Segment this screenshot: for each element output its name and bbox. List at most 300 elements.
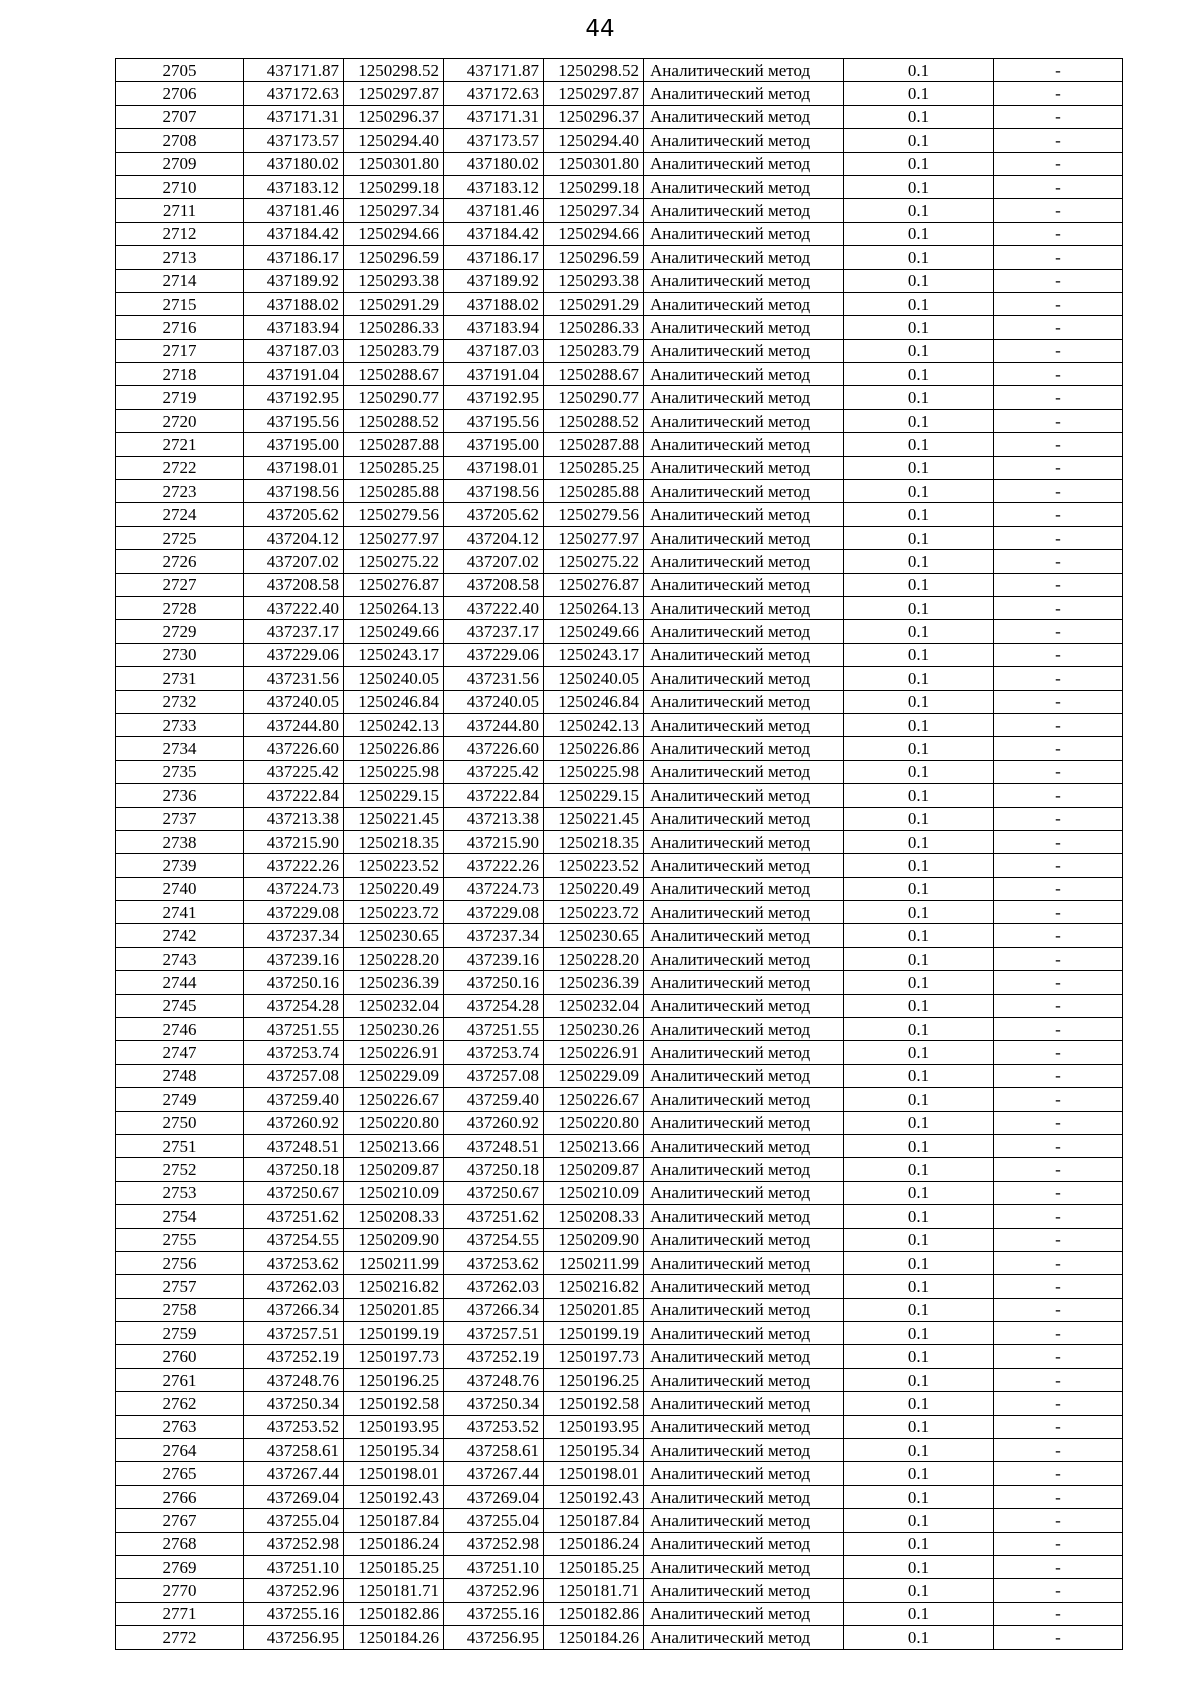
table-row [116,994,1123,1017]
cell-x-old: 437222.26 [244,854,344,877]
cell-note: - [994,1485,1123,1508]
cell-x-new: 437253.74 [444,1041,544,1064]
cell-x-new: 437244.80 [444,713,544,736]
table-row [116,339,1123,362]
cell-note: - [994,1345,1123,1368]
cell-y-old: 1250236.39 [344,971,444,994]
cell-point-number: 2766 [116,1485,244,1508]
cell-method: Аналитический метод [644,901,844,924]
cell-y-new: 1250223.72 [544,901,644,924]
cell-y-old: 1250226.91 [344,1041,444,1064]
cell-x-new: 437250.67 [444,1181,544,1204]
cell-accuracy: 0.1 [844,1228,994,1251]
cell-point-number: 2728 [116,596,244,619]
cell-accuracy: 0.1 [844,1322,994,1345]
cell-note: - [994,596,1123,619]
cell-x-old: 437259.40 [244,1088,344,1111]
cell-method: Аналитический метод [644,784,844,807]
cell-point-number: 2771 [116,1602,244,1625]
cell-y-new: 1250208.33 [544,1205,644,1228]
cell-y-new: 1250220.80 [544,1111,644,1134]
cell-method: Аналитический метод [644,1368,844,1391]
cell-x-new: 437198.56 [444,480,544,503]
cell-y-new: 1250264.13 [544,596,644,619]
cell-x-old: 437252.19 [244,1345,344,1368]
cell-y-new: 1250293.38 [544,269,644,292]
table-row [116,1556,1123,1579]
cell-x-new: 437250.34 [444,1392,544,1415]
cell-y-old: 1250285.25 [344,456,444,479]
cell-note: - [994,1251,1123,1274]
cell-y-new: 1250299.18 [544,175,644,198]
cell-method: Аналитический метод [644,1392,844,1415]
cell-accuracy: 0.1 [844,947,994,970]
cell-point-number: 2757 [116,1275,244,1298]
cell-note: - [994,760,1123,783]
table-row [116,713,1123,736]
table-row [116,480,1123,503]
cell-accuracy: 0.1 [844,760,994,783]
cell-y-old: 1250195.34 [344,1439,444,1462]
cell-x-new: 437262.03 [444,1275,544,1298]
cell-y-old: 1250301.80 [344,152,444,175]
cell-x-old: 437244.80 [244,713,344,736]
cell-point-number: 2718 [116,363,244,386]
cell-accuracy: 0.1 [844,994,994,1017]
table-row [116,1462,1123,1485]
cell-note: - [994,175,1123,198]
cell-x-new: 437248.76 [444,1368,544,1391]
cell-x-new: 437260.92 [444,1111,544,1134]
cell-x-new: 437239.16 [444,947,544,970]
table-row [116,246,1123,269]
cell-method: Аналитический метод [644,1415,844,1438]
cell-point-number: 2758 [116,1298,244,1321]
cell-y-new: 1250230.26 [544,1018,644,1041]
cell-note: - [994,807,1123,830]
cell-note: - [994,386,1123,409]
cell-y-new: 1250184.26 [544,1626,644,1649]
cell-y-old: 1250211.99 [344,1251,444,1274]
cell-x-old: 437180.02 [244,152,344,175]
cell-point-number: 2725 [116,526,244,549]
cell-point-number: 2731 [116,667,244,690]
cell-y-new: 1250210.09 [544,1181,644,1204]
cell-note: - [994,1018,1123,1041]
cell-point-number: 2739 [116,854,244,877]
cell-method: Аналитический метод [644,737,844,760]
table-row [116,1018,1123,1041]
cell-y-old: 1250275.22 [344,550,444,573]
cell-point-number: 2733 [116,713,244,736]
cell-x-new: 437173.57 [444,129,544,152]
table-row [116,292,1123,315]
table-row [116,456,1123,479]
table-row [116,1392,1123,1415]
cell-x-new: 437184.42 [444,222,544,245]
table-row [116,1439,1123,1462]
cell-y-new: 1250193.95 [544,1415,644,1438]
cell-x-new: 437172.63 [444,82,544,105]
cell-method: Аналитический метод [644,830,844,853]
cell-y-new: 1250181.71 [544,1579,644,1602]
cell-method: Аналитический метод [644,222,844,245]
cell-note: - [994,363,1123,386]
cell-accuracy: 0.1 [844,1485,994,1508]
table-row [116,877,1123,900]
cell-point-number: 2772 [116,1626,244,1649]
cell-note: - [994,1556,1123,1579]
cell-y-old: 1250243.17 [344,643,444,666]
cell-note: - [994,690,1123,713]
cell-point-number: 2762 [116,1392,244,1415]
page-number: 44 [585,16,615,42]
cell-y-new: 1250232.04 [544,994,644,1017]
cell-point-number: 2711 [116,199,244,222]
cell-note: - [994,1532,1123,1555]
cell-accuracy: 0.1 [844,1509,994,1532]
cell-accuracy: 0.1 [844,503,994,526]
cell-accuracy: 0.1 [844,1251,994,1274]
cell-accuracy: 0.1 [844,82,994,105]
cell-y-new: 1250201.85 [544,1298,644,1321]
cell-accuracy: 0.1 [844,1275,994,1298]
cell-y-new: 1250226.86 [544,737,644,760]
cell-y-new: 1250287.88 [544,433,644,456]
cell-accuracy: 0.1 [844,643,994,666]
cell-method: Аналитический метод [644,1602,844,1625]
cell-method: Аналитический метод [644,152,844,175]
table-body [116,59,1123,1650]
cell-x-old: 437222.84 [244,784,344,807]
cell-method: Аналитический метод [644,409,844,432]
cell-x-old: 437195.00 [244,433,344,456]
cell-point-number: 2719 [116,386,244,409]
cell-x-old: 437173.57 [244,129,344,152]
cell-method: Аналитический метод [644,1111,844,1134]
table-row [116,1111,1123,1134]
table-row [116,620,1123,643]
table-row [116,269,1123,292]
cell-note: - [994,620,1123,643]
cell-accuracy: 0.1 [844,269,994,292]
cell-y-new: 1250186.24 [544,1532,644,1555]
cell-point-number: 2765 [116,1462,244,1485]
cell-point-number: 2716 [116,316,244,339]
table-row [116,105,1123,128]
cell-point-number: 2706 [116,82,244,105]
cell-x-new: 437205.62 [444,503,544,526]
cell-y-new: 1250297.87 [544,82,644,105]
cell-x-old: 437248.51 [244,1134,344,1157]
cell-method: Аналитический метод [644,503,844,526]
cell-note: - [994,854,1123,877]
cell-method: Аналитический метод [644,667,844,690]
cell-method: Аналитический метод [644,596,844,619]
cell-y-old: 1250299.18 [344,175,444,198]
cell-point-number: 2734 [116,737,244,760]
cell-y-old: 1250199.19 [344,1322,444,1345]
cell-y-old: 1250296.37 [344,105,444,128]
cell-y-new: 1250197.73 [544,1345,644,1368]
cell-note: - [994,643,1123,666]
cell-y-old: 1250186.24 [344,1532,444,1555]
cell-x-new: 437183.12 [444,175,544,198]
cell-method: Аналитический метод [644,480,844,503]
cell-y-new: 1250192.58 [544,1392,644,1415]
cell-y-old: 1250221.45 [344,807,444,830]
cell-x-old: 437255.04 [244,1509,344,1532]
cell-x-new: 437250.18 [444,1158,544,1181]
cell-y-new: 1250279.56 [544,503,644,526]
cell-method: Аналитический метод [644,947,844,970]
cell-method: Аналитический метод [644,994,844,1017]
cell-x-new: 437213.38 [444,807,544,830]
table-row [116,199,1123,222]
cell-y-new: 1250195.34 [544,1439,644,1462]
cell-point-number: 2736 [116,784,244,807]
cell-accuracy: 0.1 [844,456,994,479]
cell-y-old: 1250208.33 [344,1205,444,1228]
cell-method: Аналитический метод [644,199,844,222]
cell-point-number: 2705 [116,59,244,82]
cell-y-old: 1250192.43 [344,1485,444,1508]
cell-y-new: 1250218.35 [544,830,644,853]
cell-x-old: 437251.10 [244,1556,344,1579]
cell-y-new: 1250275.22 [544,550,644,573]
cell-accuracy: 0.1 [844,620,994,643]
cell-accuracy: 0.1 [844,1556,994,1579]
cell-y-old: 1250242.13 [344,713,444,736]
cell-x-new: 437255.04 [444,1509,544,1532]
cell-note: - [994,877,1123,900]
table-row [116,947,1123,970]
cell-x-old: 437204.12 [244,526,344,549]
cell-x-old: 437253.74 [244,1041,344,1064]
cell-method: Аналитический метод [644,246,844,269]
cell-accuracy: 0.1 [844,1298,994,1321]
table-row [116,316,1123,339]
cell-y-old: 1250287.88 [344,433,444,456]
cell-y-new: 1250242.13 [544,713,644,736]
cell-note: - [994,667,1123,690]
table-row [116,1322,1123,1345]
cell-y-old: 1250294.40 [344,129,444,152]
cell-point-number: 2764 [116,1439,244,1462]
cell-x-old: 437183.12 [244,175,344,198]
cell-note: - [994,713,1123,736]
cell-y-new: 1250288.67 [544,363,644,386]
cell-x-new: 437254.28 [444,994,544,1017]
cell-x-new: 437257.51 [444,1322,544,1345]
cell-y-old: 1250249.66 [344,620,444,643]
cell-accuracy: 0.1 [844,1345,994,1368]
cell-y-old: 1250296.59 [344,246,444,269]
cell-y-old: 1250298.52 [344,59,444,82]
table-row [116,1088,1123,1111]
cell-y-new: 1250285.25 [544,456,644,479]
table-row [116,129,1123,152]
cell-y-new: 1250291.29 [544,292,644,315]
cell-x-old: 437250.67 [244,1181,344,1204]
cell-x-new: 437222.40 [444,596,544,619]
cell-y-new: 1250290.77 [544,386,644,409]
cell-method: Аналитический метод [644,620,844,643]
cell-point-number: 2751 [116,1134,244,1157]
cell-method: Аналитический метод [644,1251,844,1274]
cell-x-new: 437180.02 [444,152,544,175]
cell-point-number: 2740 [116,877,244,900]
cell-accuracy: 0.1 [844,199,994,222]
cell-method: Аналитический метод [644,363,844,386]
cell-x-new: 437240.05 [444,690,544,713]
cell-point-number: 2707 [116,105,244,128]
table-row [116,1368,1123,1391]
table-row [116,1298,1123,1321]
cell-point-number: 2742 [116,924,244,947]
cell-method: Аналитический метод [644,292,844,315]
cell-y-new: 1250297.34 [544,199,644,222]
cell-note: - [994,1392,1123,1415]
cell-accuracy: 0.1 [844,1205,994,1228]
table-row [116,901,1123,924]
table-row [116,971,1123,994]
cell-accuracy: 0.1 [844,292,994,315]
table-row [116,363,1123,386]
cell-point-number: 2745 [116,994,244,1017]
table-row [116,1041,1123,1064]
cell-note: - [994,924,1123,947]
cell-y-old: 1250288.67 [344,363,444,386]
cell-accuracy: 0.1 [844,1018,994,1041]
cell-accuracy: 0.1 [844,877,994,900]
cell-x-new: 437257.08 [444,1064,544,1087]
cell-x-new: 437252.96 [444,1579,544,1602]
cell-y-new: 1250277.97 [544,526,644,549]
cell-x-old: 437251.62 [244,1205,344,1228]
cell-y-old: 1250210.09 [344,1181,444,1204]
cell-point-number: 2727 [116,573,244,596]
cell-y-old: 1250196.25 [344,1368,444,1391]
table-row [116,526,1123,549]
cell-y-old: 1250201.85 [344,1298,444,1321]
cell-note: - [994,1088,1123,1111]
cell-y-new: 1250226.91 [544,1041,644,1064]
cell-note: - [994,1368,1123,1391]
cell-y-new: 1250209.87 [544,1158,644,1181]
cell-x-new: 437187.03 [444,339,544,362]
cell-y-old: 1250232.04 [344,994,444,1017]
cell-accuracy: 0.1 [844,526,994,549]
table-row [116,760,1123,783]
table-row [116,550,1123,573]
cell-x-old: 437253.62 [244,1251,344,1274]
cell-accuracy: 0.1 [844,1111,994,1134]
cell-method: Аналитический метод [644,1064,844,1087]
cell-y-old: 1250288.52 [344,409,444,432]
cell-x-old: 437186.17 [244,246,344,269]
cell-method: Аналитический метод [644,1532,844,1555]
cell-y-new: 1250288.52 [544,409,644,432]
cell-x-new: 437237.17 [444,620,544,643]
table-row [116,82,1123,105]
cell-y-old: 1250226.67 [344,1088,444,1111]
cell-x-old: 437229.06 [244,643,344,666]
cell-y-old: 1250294.66 [344,222,444,245]
table-row [116,1626,1123,1649]
cell-x-new: 437237.34 [444,924,544,947]
cell-x-new: 437224.73 [444,877,544,900]
table-row [116,784,1123,807]
cell-x-new: 437208.58 [444,573,544,596]
cell-accuracy: 0.1 [844,1579,994,1602]
cell-y-new: 1250296.37 [544,105,644,128]
cell-note: - [994,1181,1123,1204]
cell-y-old: 1250297.87 [344,82,444,105]
cell-method: Аналитический метод [644,760,844,783]
cell-y-old: 1250283.79 [344,339,444,362]
table-row [116,830,1123,853]
cell-method: Аналитический метод [644,1158,844,1181]
cell-accuracy: 0.1 [844,713,994,736]
cell-y-new: 1250283.79 [544,339,644,362]
cell-point-number: 2720 [116,409,244,432]
table-row [116,1134,1123,1157]
cell-point-number: 2737 [116,807,244,830]
cell-y-old: 1250209.87 [344,1158,444,1181]
cell-y-new: 1250301.80 [544,152,644,175]
cell-x-old: 437262.03 [244,1275,344,1298]
cell-accuracy: 0.1 [844,363,994,386]
cell-note: - [994,1205,1123,1228]
cell-y-old: 1250230.65 [344,924,444,947]
cell-point-number: 2746 [116,1018,244,1041]
table-row [116,924,1123,947]
cell-y-old: 1250220.49 [344,877,444,900]
cell-accuracy: 0.1 [844,971,994,994]
cell-note: - [994,1439,1123,1462]
cell-x-new: 437252.19 [444,1345,544,1368]
cell-note: - [994,269,1123,292]
cell-x-old: 437187.03 [244,339,344,362]
cell-x-old: 437207.02 [244,550,344,573]
cell-y-new: 1250209.90 [544,1228,644,1251]
cell-x-new: 437251.55 [444,1018,544,1041]
cell-point-number: 2729 [116,620,244,643]
cell-x-new: 437222.26 [444,854,544,877]
cell-x-old: 437195.56 [244,409,344,432]
cell-x-new: 437266.34 [444,1298,544,1321]
cell-accuracy: 0.1 [844,784,994,807]
cell-method: Аналитический метод [644,456,844,479]
table-row [116,737,1123,760]
cell-accuracy: 0.1 [844,1415,994,1438]
cell-method: Аналитический метод [644,386,844,409]
cell-x-new: 437171.31 [444,105,544,128]
cell-method: Аналитический метод [644,690,844,713]
cell-x-new: 437195.56 [444,409,544,432]
cell-method: Аналитический метод [644,269,844,292]
table-row [116,1579,1123,1602]
cell-method: Аналитический метод [644,854,844,877]
cell-method: Аналитический метод [644,1018,844,1041]
cell-method: Аналитический метод [644,1579,844,1602]
table-row [116,1158,1123,1181]
cell-x-old: 437181.46 [244,199,344,222]
cell-note: - [994,1462,1123,1485]
cell-x-old: 437205.62 [244,503,344,526]
cell-y-old: 1250192.58 [344,1392,444,1415]
